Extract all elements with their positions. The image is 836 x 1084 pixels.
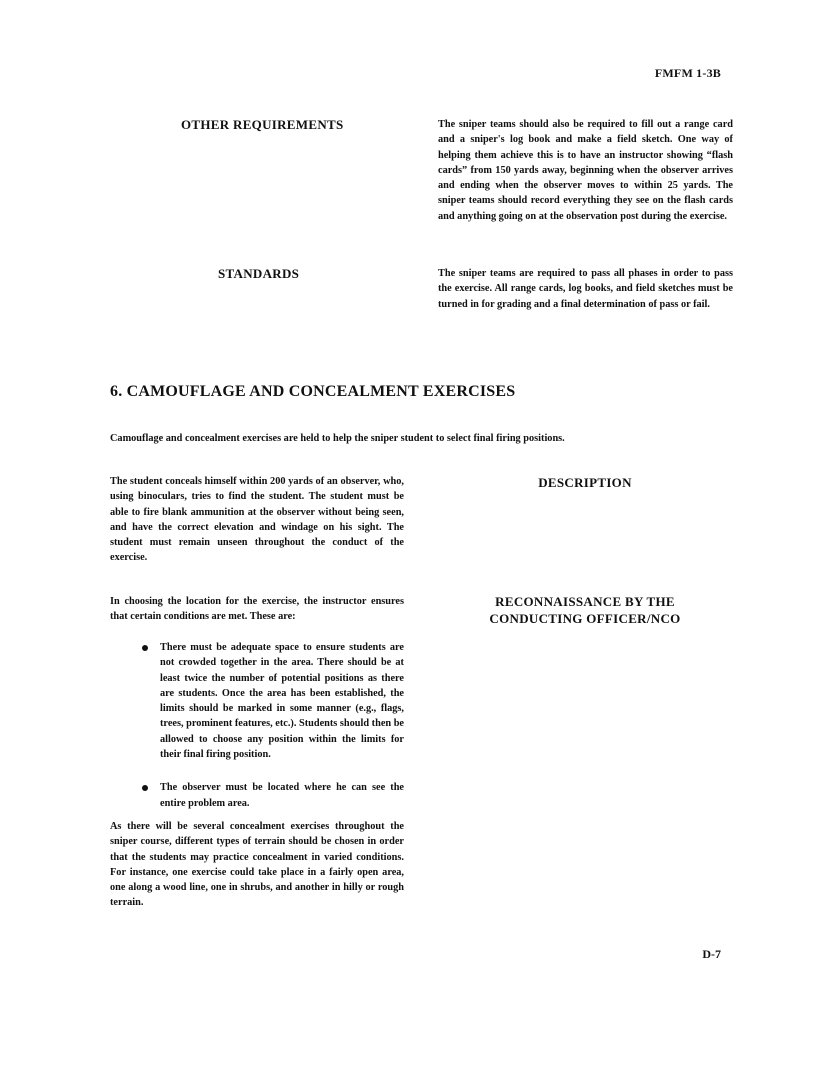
reconnaissance-heading-line2: CONDUCTING OFFICER/NCO bbox=[489, 611, 681, 626]
list-item bbox=[142, 780, 404, 811]
bullet-icon bbox=[142, 785, 148, 791]
document-code: FMFM 1-3B bbox=[654, 66, 721, 80]
other-requirements-text: The sniper teams should also be required to fill out a range card and a sniper's log book and make a field sketch. One way of helping them achieve this is to have an instructor showing “flash cards” from 150 yards away, beginning when the observer arrives and ending when the observer moves to within 25 yards. The sniper teams should record everything they see on the flash cards and anything going on at the observation post during the exercise. bbox=[438, 119, 733, 222]
list-item bbox=[142, 640, 404, 762]
conditions-list bbox=[142, 640, 404, 829]
description-heading: DESCRIPTION bbox=[538, 475, 632, 490]
section-intro: Camouflage and concealment exercises are held to help the sniper student to select final firing positions. bbox=[110, 433, 565, 444]
bullet-icon bbox=[142, 645, 148, 651]
section-title: 6. CAMOUFLAGE AND CONCEALMENT EXERCISES bbox=[110, 383, 516, 400]
standards-heading: STANDARDS bbox=[218, 266, 300, 281]
page-number: D-7 bbox=[702, 947, 721, 961]
other-requirements-heading: OTHER REQUIREMENTS bbox=[181, 117, 344, 132]
reconnaissance-lead: In choosing the location for the exercise, the instructor ensures that certain conditions are met. These are: bbox=[110, 596, 404, 623]
standards-text: The sniper teams are required to pass all phases in order to pass the exercise. All range cards, log books, and field sketches must be turned in for grading and a final determination of pass or fail. bbox=[438, 268, 733, 310]
list-item-text: The observer must be located where he can see the entire problem area. bbox=[160, 782, 404, 809]
reconnaissance-heading bbox=[440, 593, 730, 627]
reconnaissance-heading-line1: RECONNAISSANCE BY THE bbox=[495, 594, 675, 609]
list-item-text: There must be adequate space to ensure students are not crowded together in the area. There should be at least twice the number of potential positions as there are students. Once the area has been established, the limits should be marked in some manner (e.g., flags, trees, prominent features, etc.). Students should then be allowed to choose any position within the limits for their final firing position. bbox=[160, 642, 404, 761]
reconnaissance-closing: As there will be several concealment exercises throughout the sniper course, different types of terrain should be chosen in order that the students may practice concealment in varied conditions. For instance, one exercise could take place in a fairly open area, one along a wood line, one in shrubs, and another in hilly or rough terrain. bbox=[110, 821, 404, 909]
description-text: The student conceals himself within 200 yards of an observer, who, using binoculars, tries to find the student. The student must be able to fire blank ammunition at the observer without being seen, and have the correct elevation and windage on his sight. The student must remain unseen throughout the conduct of the exercise. bbox=[110, 476, 404, 564]
